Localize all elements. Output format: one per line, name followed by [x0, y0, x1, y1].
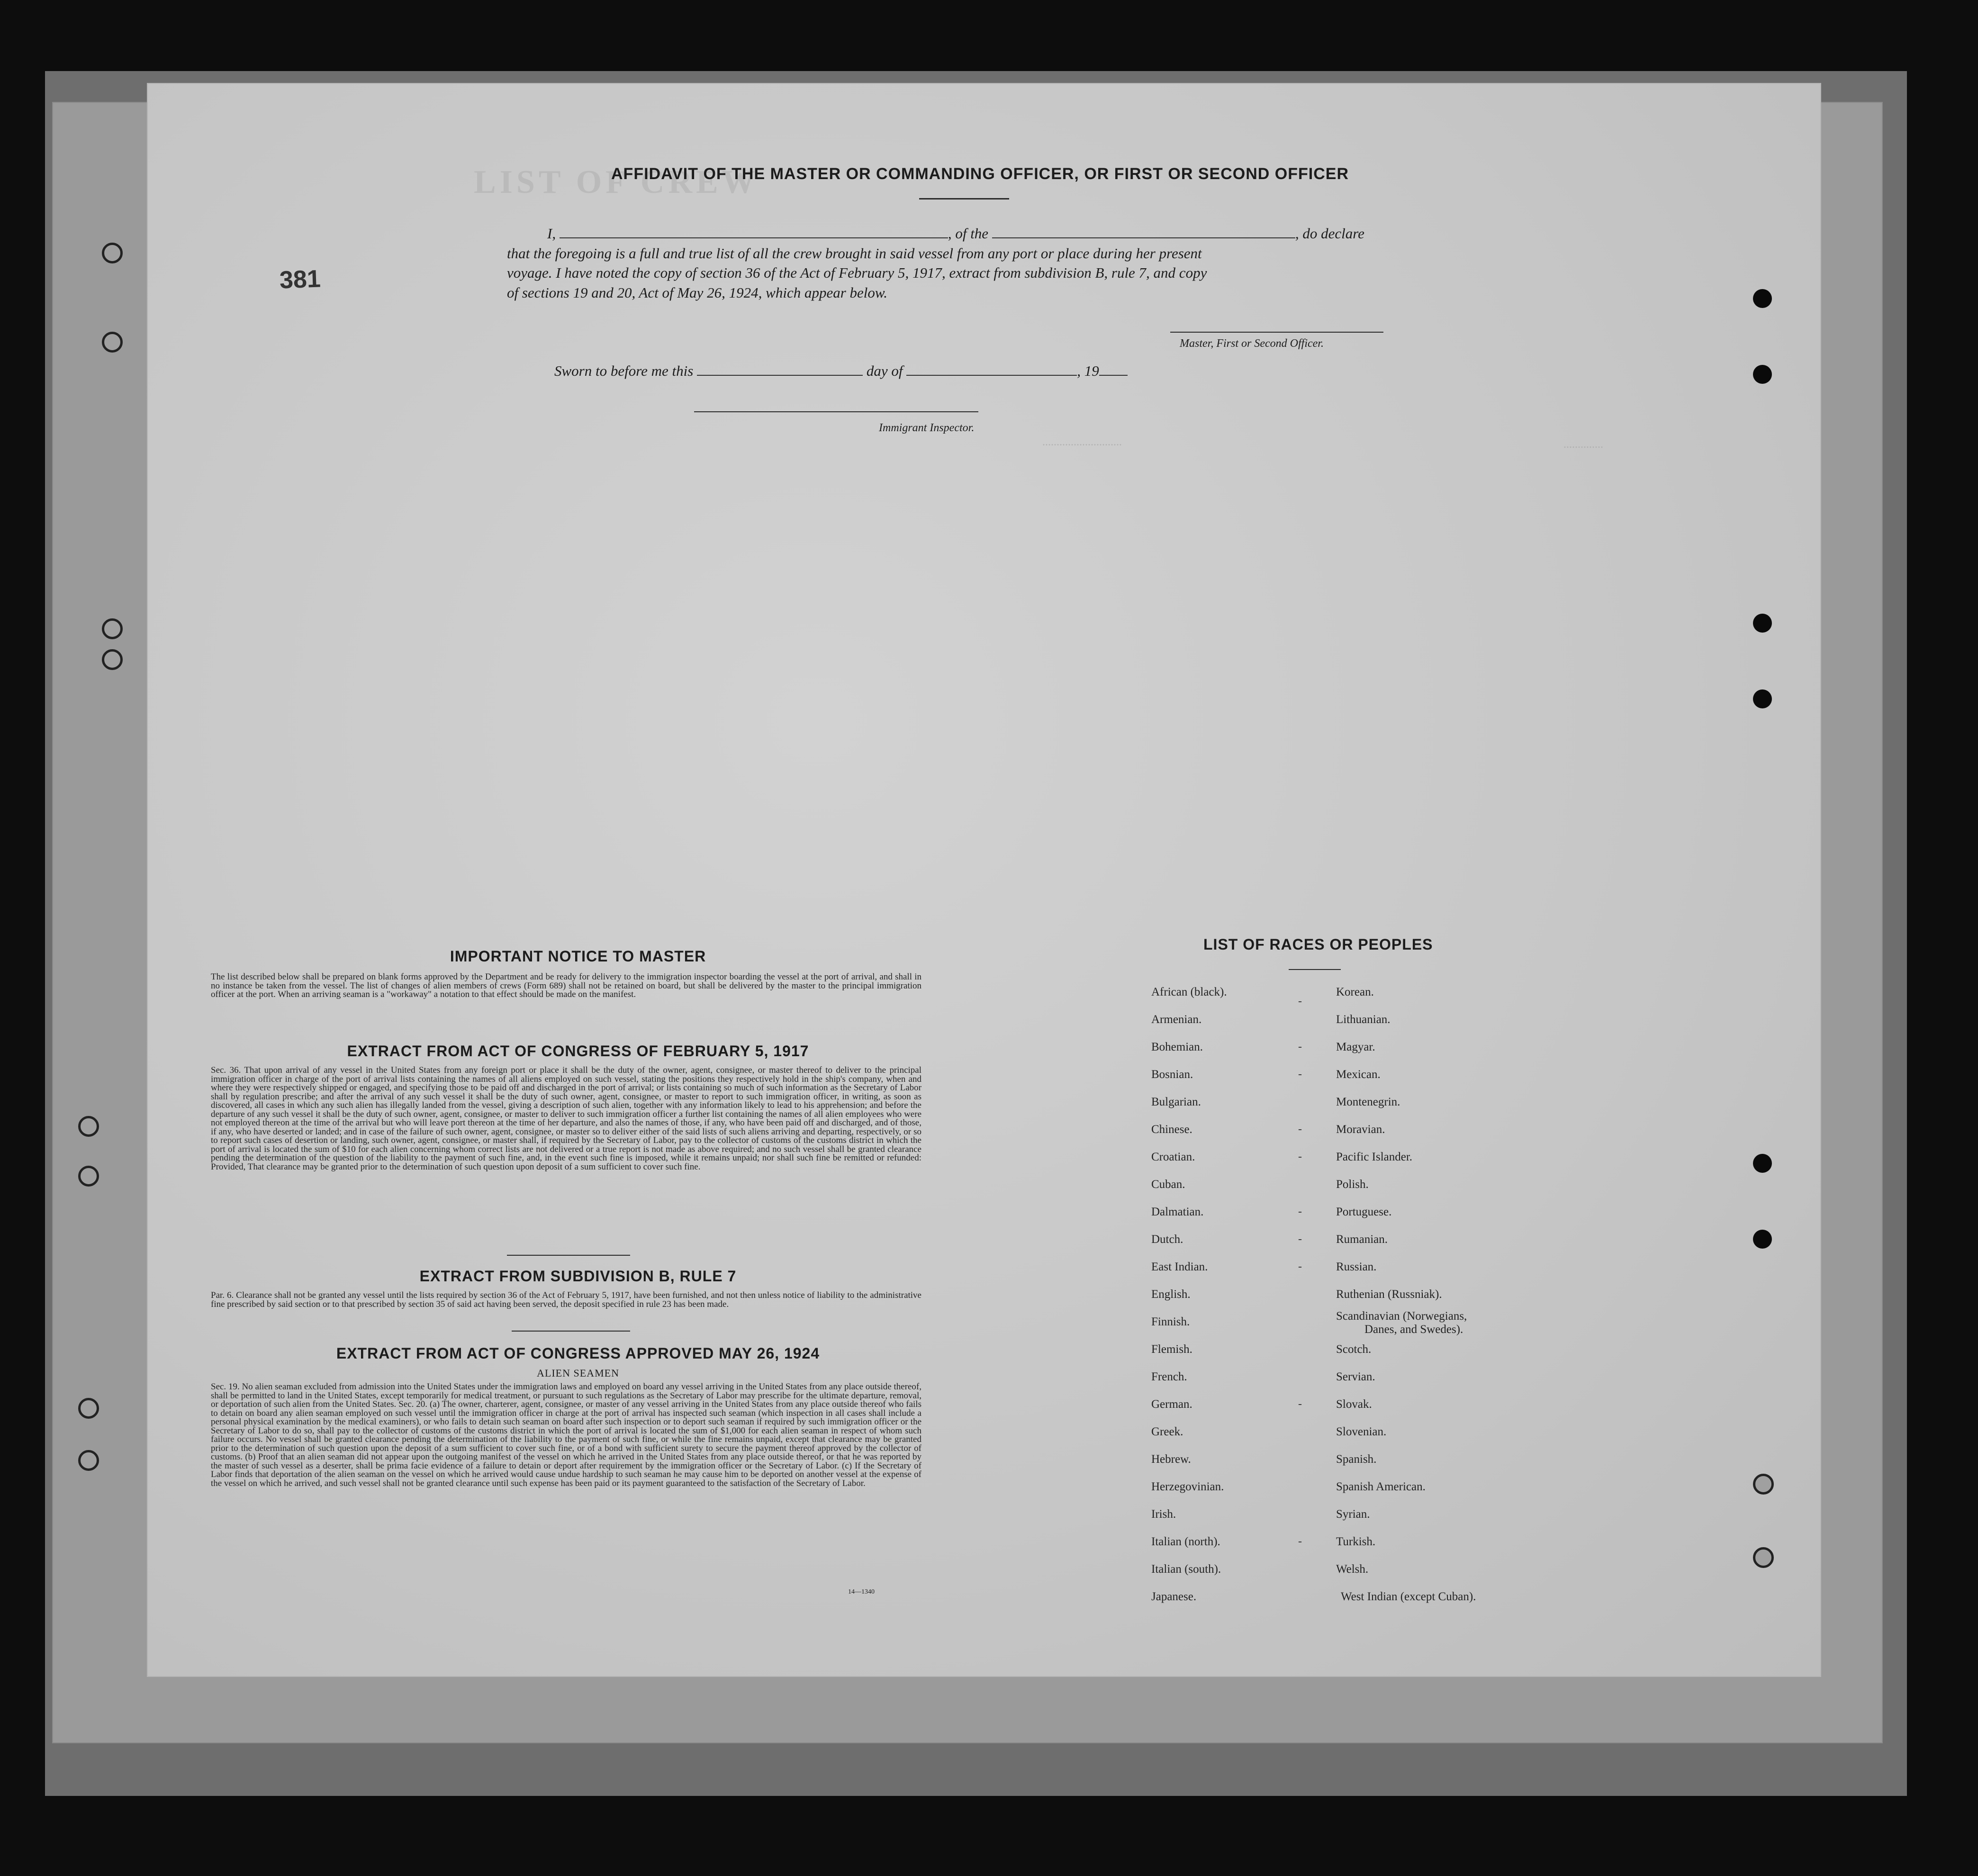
i-label: I,	[547, 225, 556, 242]
dash: -	[1298, 995, 1302, 1007]
race-item: Scandinavian (Norwegians,	[1336, 1310, 1467, 1323]
act1917-text: Sec. 36. That upon arrival of any vessel in the United States from any foreign port or place it shall be the duty of the owner, agent, consignee, or master thereof to deliver to the principal immigration officer in charge of the port of arrival lists containing the names of all aliens employed on such vessel, stating the positions they respectively hold in the ship's company, when and where they were respectively shipped or engaged, and specifying those to be paid off and discharged in the port of arrival; or lists containing so much of such information as the Secretary of Labor shall by regulation prescribe; and after the arrival of any such vessel it shall be the duty of such owner, agent, consignee, or master to report to such immigration officer, in writing, as soon as discovered, all cases in which any such alien has illegally landed from the vessel, giving a description of such alien, together with any information likely to lead to his apprehension; and before the departure of any such vessel it shall be the duty of such owner, agent, consignee, or master to deliver to such immigration officer a further list containing the names of all alien employees who were not employed thereon at the time of the arrival but who will leave port thereon at the time of her departure, and also the names of those, if any, who have been paid off and discharged, and of those, if any, who have deserted or landed; and in case of the failure of such owner, agent, consignee, or master so to deliver either of the said lists of such aliens arriving and departing, respectively, or so to report such cases of desertion or landing, such owner, agent, consignee, or master shall, if required by the Secretary of Labor, pay to the collector of customs of the customs district in which the port of arrival is located the sum of $10 for each alien concerning whom correct lists are not delivered or a true report is not made as above required; and no such vessel shall be granted clearance pending the determination of the question of the liability to the payment of such fine, and, in the event such fine is imposed, while it remains unpaid; nor shall such fine be remitted or refunded: Provided, That clearance may be granted prior to the determination of such question upon deposit of a sum sufficient to cover such fine.	[211, 1065, 921, 1172]
affidavit-line-2: that the foregoing is a full and true list of all the crew brought in said vessel from any port or place during her present	[507, 245, 1202, 262]
race-item: Portuguese.	[1336, 1205, 1392, 1218]
punch-hole	[102, 649, 123, 670]
race-item: Hebrew.	[1151, 1453, 1191, 1466]
notice-text: The list described below shall be prepared on blank forms approved by the Department and be ready for delivery to the immigration inspector boarding the vessel at the port of arrival, and shall in no instance be taken from the vessel. The list of changes of alien members of crews (Form 689) shall not be retained on board, but shall be delivered by the master to the principal immigration officer at the port. When an arriving seaman is a "workaway" a notation to that effect should be made on the manifest.	[211, 972, 921, 999]
race-item-continued: Danes, and Swedes).	[1364, 1323, 1463, 1336]
race-item: English.	[1151, 1288, 1191, 1301]
divider	[512, 1331, 630, 1332]
ghost-row: ..............	[1563, 438, 1603, 451]
race-item: Croatian.	[1151, 1151, 1195, 1163]
race-item: Servian.	[1336, 1370, 1375, 1383]
race-item: Flemish.	[1151, 1343, 1192, 1356]
punch-hole	[1753, 1474, 1774, 1495]
race-item: Mexican.	[1336, 1068, 1381, 1081]
race-item: Syrian.	[1336, 1508, 1370, 1521]
act1924-title: EXTRACT FROM ACT OF CONGRESS APPROVED MAY 26, 1924	[336, 1345, 820, 1362]
divider	[1289, 969, 1341, 970]
race-item: Korean.	[1336, 986, 1374, 998]
inspector-signature-line[interactable]	[694, 411, 978, 412]
race-item: Ruthenian (Russniak).	[1336, 1288, 1442, 1301]
race-item: Dalmatian.	[1151, 1205, 1204, 1218]
punch-hole	[1753, 614, 1772, 633]
year-label: , 19	[1077, 363, 1099, 379]
affidavit-title: AFFIDAVIT OF THE MASTER OR COMMANDING OFFICER, OR FIRST OR SECOND OFFICER	[611, 165, 1349, 183]
act1924-text: Sec. 19. No alien seaman excluded from admission into the United States under the immigration laws and employed on board any vessel arriving in the United States from any place outside thereof, shall be permitted to land in the United States, except temporarily for medical treatment, or pursuant to such regulations as the Secretary of Labor may prescribe for the ultimate departure, removal, or deportation of such alien from the United States. Sec. 20. (a) The owner, charterer, agent, consignee, or master of any vessel arriving in the United States from any place outside thereof who fails to detain on board any alien seaman employed on such vessel until the immigration officer in charge at the port of arrival has inspected such seaman (which inspection in all cases shall include a personal physical examination by the medical examiners), or who fails to detain such seaman on board after such inspection or to deport such seaman if required by such immigration officer or the Secretary of Labor to do so, shall pay to the collector of customs of the customs district in which the port of arrival is located the sum of $1,000 for each alien seaman in respect of whom such failure occurs. No vessel shall be granted clearance pending the determination of the liability to the payment of such fine, or while the fine remains unpaid, except that clearance may be granted prior to the determination of such question upon the deposit of a sum sufficient to cover such fine, or of a bond with sufficient surety to secure the payment thereof approved by the collector of customs. (b) Proof that an alien seaman did not appear upon the outgoing manifest of the vessel on which he arrived in the United States from any place outside thereof, or that he was reported by the master of such vessel as a deserter, shall be prima facie evidence of a failure to detain or deport after requirement by the immigration officer or the Secretary of Labor. (c) If the Secretary of Labor finds that deportation of the alien seaman on the vessel on which he arrived would cause undue hardship to such seaman he may cause him to be deported on another vessel at the expense of the vessel on which he arrived, and such vessel shall not be granted clearance until such expense has been paid or its payment guaranteed to the satisfaction of the Secretary of Labor.	[211, 1382, 921, 1488]
punch-hole	[78, 1116, 99, 1137]
dash: -	[1298, 1535, 1302, 1548]
affidavit-line-3: voyage. I have noted the copy of section 36 of the Act of February 5, 1917, extract from subdivision B, rule 7, and copy	[507, 264, 1207, 281]
vessel-blank[interactable]	[992, 237, 1295, 238]
race-item: Lithuanian.	[1336, 1013, 1391, 1026]
day-of-label: day of	[866, 363, 903, 379]
punch-hole	[1753, 365, 1772, 384]
divider	[919, 198, 1009, 199]
race-item: Spanish American.	[1336, 1480, 1426, 1493]
dash: -	[1298, 1151, 1302, 1163]
race-item: Rumanian.	[1336, 1233, 1388, 1246]
sworn-day-blank[interactable]	[697, 374, 863, 376]
form-number: 14—1340	[848, 1588, 875, 1595]
races-title: LIST OF RACES OR PEOPLES	[1203, 936, 1433, 953]
affidavit-line-1	[547, 225, 1364, 242]
dash: -	[1298, 1233, 1302, 1245]
race-item: German.	[1151, 1398, 1192, 1411]
race-item: Japanese.	[1151, 1590, 1197, 1603]
race-item: Russian.	[1336, 1260, 1377, 1273]
of-the-label: , of the	[948, 225, 989, 242]
race-item: Slovak.	[1336, 1398, 1372, 1411]
race-item: Irish.	[1151, 1508, 1176, 1521]
sworn-month-blank[interactable]	[906, 374, 1077, 376]
race-item: East Indian.	[1151, 1260, 1208, 1273]
dash: -	[1298, 1398, 1302, 1410]
race-item: Spanish.	[1336, 1453, 1377, 1466]
signature-line[interactable]	[1170, 332, 1383, 333]
punch-hole	[1753, 689, 1772, 708]
race-item: Scotch.	[1336, 1343, 1372, 1356]
year-blank[interactable]	[1099, 374, 1128, 376]
dash: -	[1298, 1041, 1302, 1053]
dash: -	[1298, 1068, 1302, 1080]
sworn-line	[554, 363, 1128, 380]
ghost-heading: LIST OF CREW	[474, 164, 759, 200]
act1924-subtitle: ALIEN SEAMEN	[537, 1367, 619, 1379]
race-item: Cuban.	[1151, 1178, 1185, 1191]
race-item: Moravian.	[1336, 1123, 1385, 1136]
punch-hole	[102, 243, 123, 263]
race-item: Montenegrin.	[1336, 1096, 1400, 1108]
do-declare-label: , do declare	[1295, 225, 1364, 242]
race-item: Slovenian.	[1336, 1425, 1387, 1438]
race-item: Italian (south).	[1151, 1563, 1221, 1576]
rule7-title: EXTRACT FROM SUBDIVISION B, RULE 7	[419, 1268, 737, 1285]
punch-hole	[1753, 1154, 1772, 1173]
race-item: Dutch.	[1151, 1233, 1183, 1246]
race-item: West Indian (except Cuban).	[1341, 1590, 1476, 1603]
race-item: Polish.	[1336, 1178, 1369, 1191]
race-item: Magyar.	[1336, 1041, 1375, 1053]
dash: -	[1298, 1123, 1302, 1135]
race-item: Herzegovinian.	[1151, 1480, 1224, 1493]
race-item: Armenian.	[1151, 1013, 1202, 1026]
race-item: Greek.	[1151, 1425, 1183, 1438]
punch-hole	[78, 1166, 99, 1187]
stamp-number: 381	[279, 265, 321, 294]
punch-hole	[78, 1398, 99, 1419]
dash: -	[1298, 1260, 1302, 1273]
race-item: Bulgarian.	[1151, 1096, 1201, 1108]
race-item: Italian (north).	[1151, 1535, 1220, 1548]
sworn-label: Sworn to before me this	[554, 363, 694, 379]
dash: -	[1298, 1205, 1302, 1218]
race-item: Finnish.	[1151, 1315, 1190, 1328]
rule7-text: Par. 6. Clearance shall not be granted any vessel until the lists required by section 36 of the Act of February 5, 1917, have been furnished, and not then unless notice of liability to the administrative fine prescribed by said section or to that prescribed by section 35 of said act having been served, the deposit specified in rule 23 has been made.	[211, 1290, 921, 1309]
inspector-label: Immigrant Inspector.	[879, 422, 975, 434]
affidavit-line-4: of sections 19 and 20, Act of May 26, 1924, which appear below.	[507, 284, 888, 301]
name-blank[interactable]	[560, 237, 948, 238]
race-item: Pacific Islander.	[1336, 1151, 1413, 1163]
punch-hole	[1753, 1230, 1772, 1249]
race-item: French.	[1151, 1370, 1187, 1383]
act1917-title: EXTRACT FROM ACT OF CONGRESS OF FEBRUARY 5, 1917	[347, 1042, 809, 1060]
race-item: Turkish.	[1336, 1535, 1376, 1548]
race-item: Welsh.	[1336, 1563, 1369, 1576]
race-item: African (black).	[1151, 986, 1227, 998]
punch-hole	[102, 332, 123, 353]
race-item: Bosnian.	[1151, 1068, 1193, 1081]
ghost-row: ............................	[1042, 436, 1122, 448]
punch-hole	[102, 618, 123, 639]
master-label: Master, First or Second Officer.	[1180, 337, 1324, 350]
punch-hole	[78, 1450, 99, 1471]
notice-title: IMPORTANT NOTICE TO MASTER	[450, 948, 706, 965]
punch-hole	[1753, 1547, 1774, 1568]
punch-hole	[1753, 289, 1772, 308]
race-item: Bohemian.	[1151, 1041, 1203, 1053]
race-item: Chinese.	[1151, 1123, 1192, 1136]
divider	[507, 1255, 630, 1256]
